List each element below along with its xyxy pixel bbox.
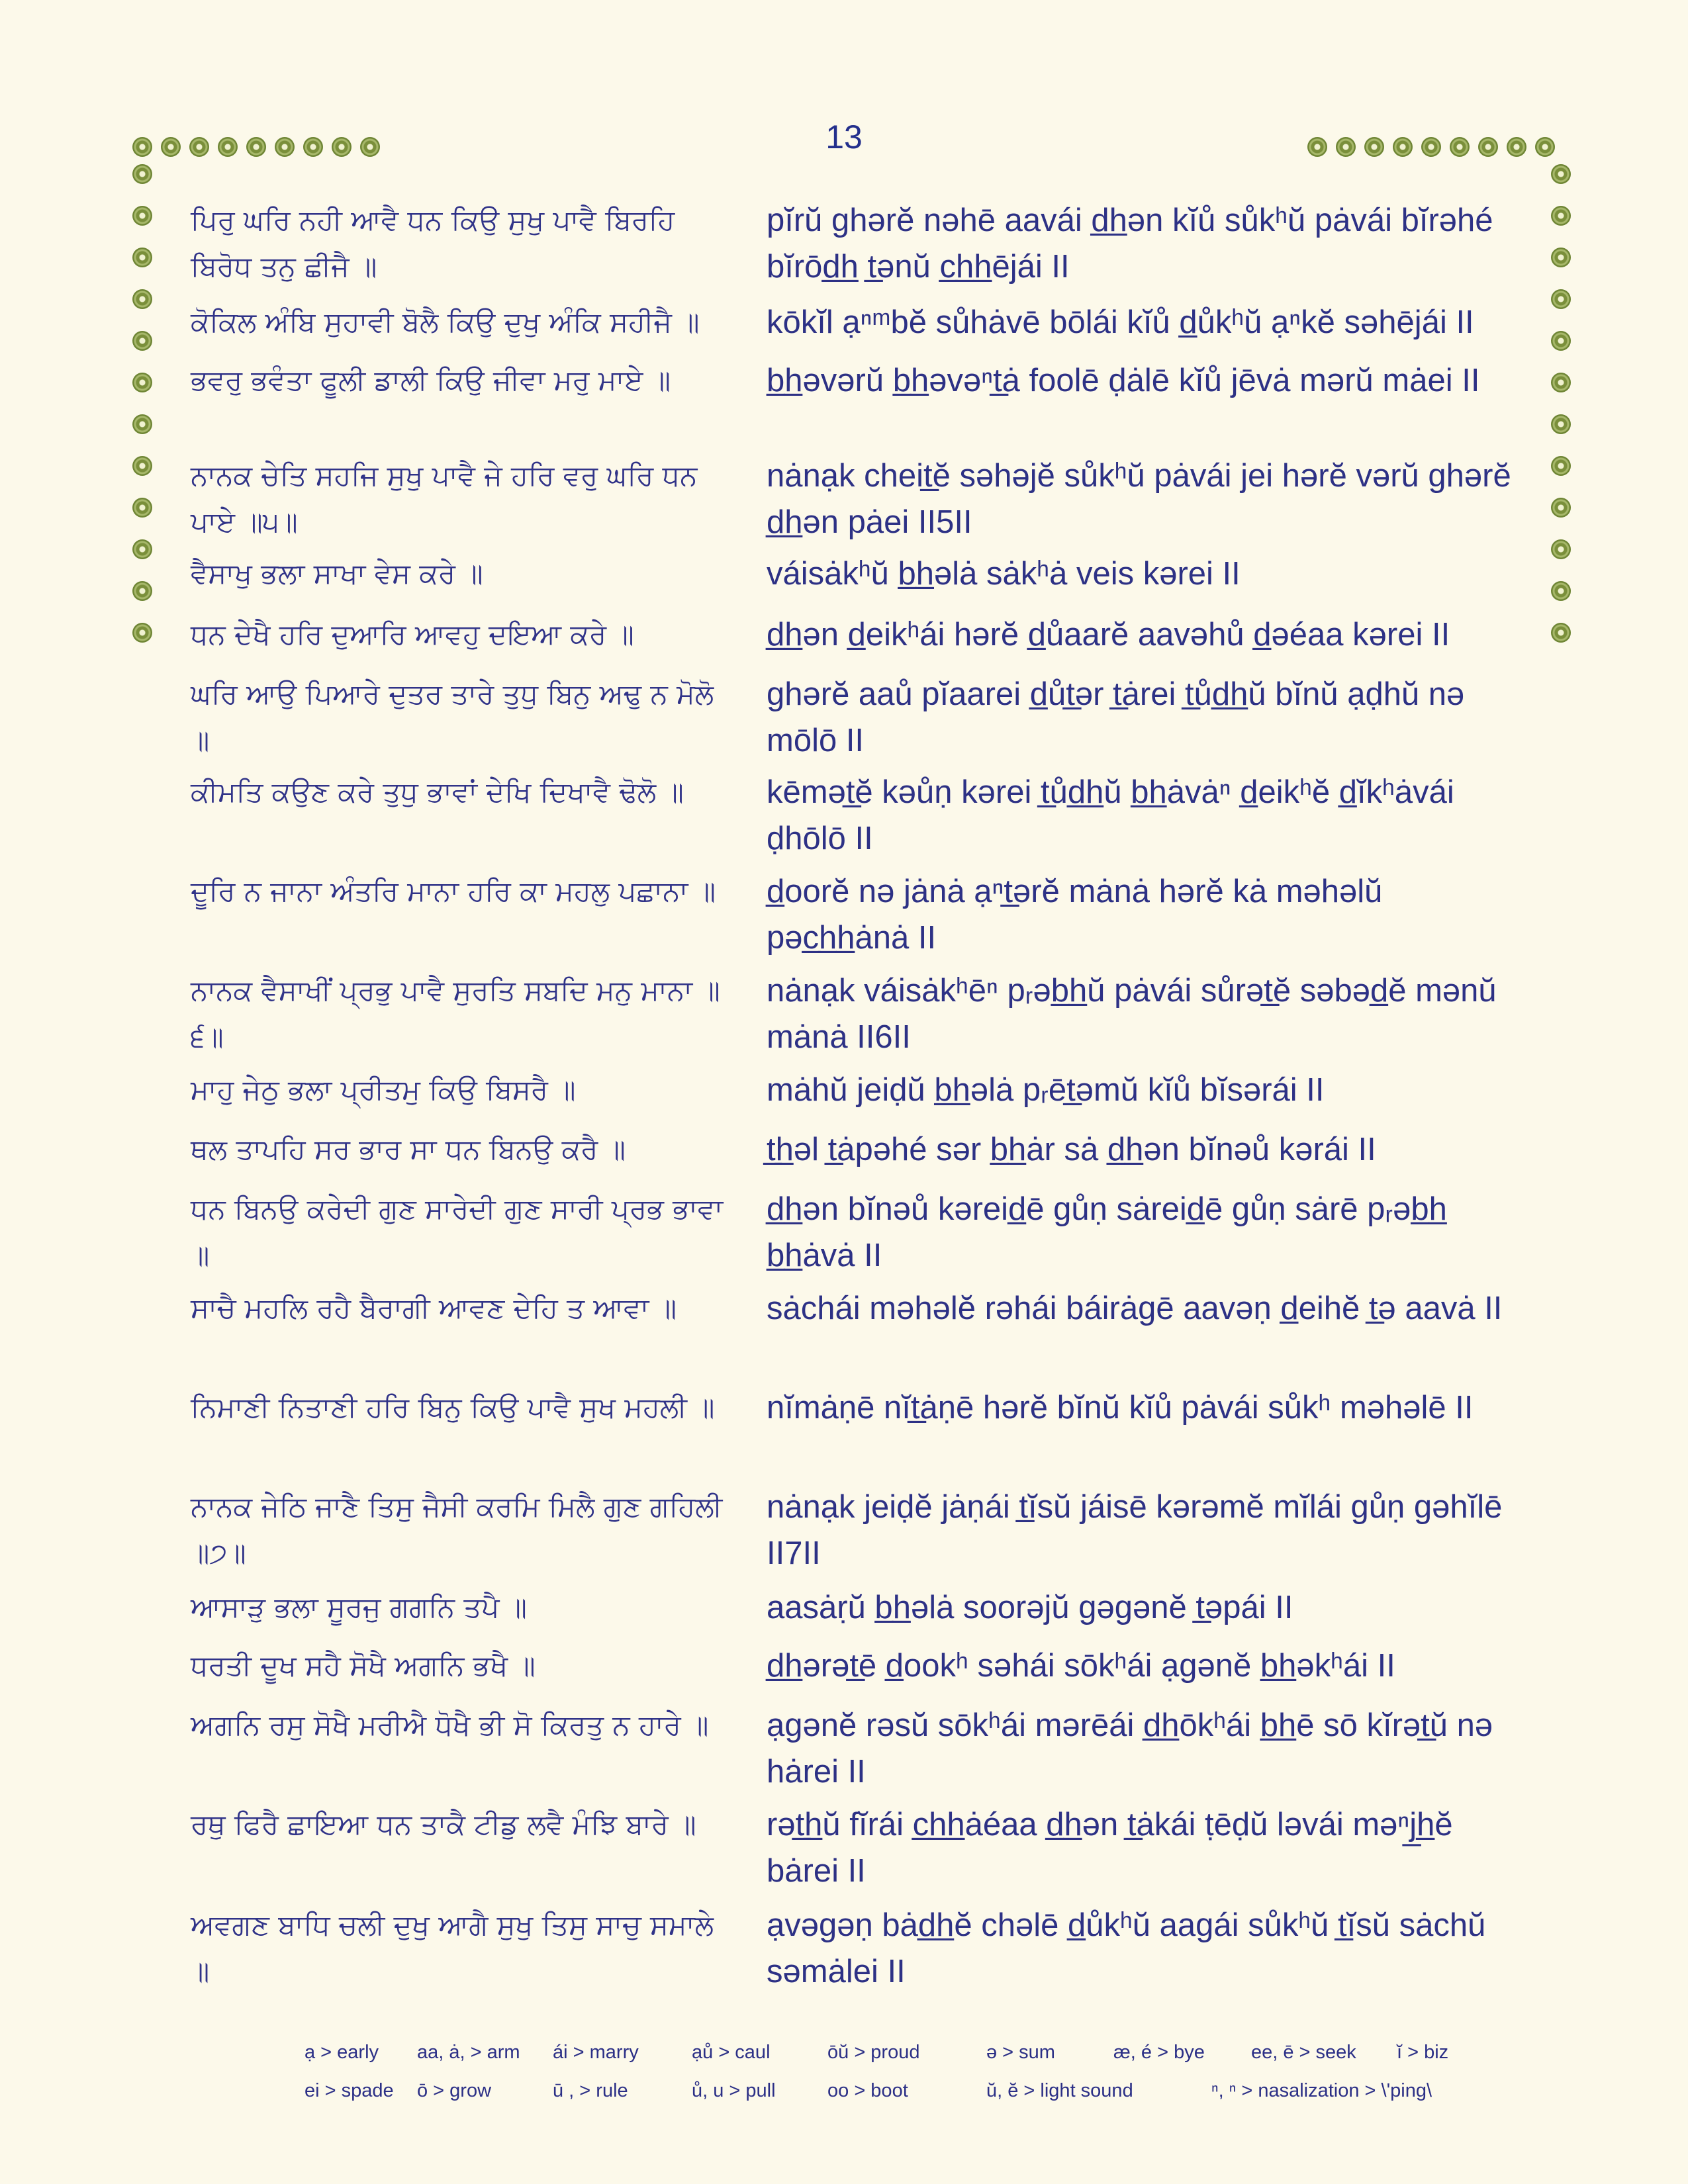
flower-ornament-icon <box>132 456 152 476</box>
flower-ornament-icon <box>1507 137 1526 157</box>
transliteration-line: nȧnạk váisȧkʰēⁿ pᵣəb̲h̲ŭ pȧvái sůrət̲ĕ səbəd̲ĕ mənŭ mȧnȧ II6II <box>767 973 1497 1055</box>
flower-ornament-icon <box>275 137 295 157</box>
transliteration-line: sȧchái məhəlĕ rəhái báirȧgē aavəṇ d̲eihĕ t̲ə aavȧ II <box>767 1291 1503 1326</box>
transliteration-line: váisȧkʰŭ b̲h̲əlȧ sȧkʰȧ veis kərei II <box>767 556 1241 592</box>
transliteration-line: ghərĕ aaů pĭaarei d̲ůt̲ər t̲ȧrei t̲ůd̲h̲ŭ bĭnŭ ạḍhŭ nə mōlō II <box>767 676 1465 758</box>
legend-item: ĭ > biz <box>1397 2042 1449 2063</box>
transliteration-line: mȧhŭ jeiḍŭ b̲h̲əlȧ pᵣēt̲əmŭ kĭů bĭsərái II <box>767 1072 1325 1108</box>
flower-ornament-icon <box>303 137 323 157</box>
flower-ornament-icon <box>218 137 238 157</box>
flower-ornament-icon <box>1551 206 1571 226</box>
ornament-top-right <box>1307 136 1572 162</box>
flower-ornament-icon <box>1307 137 1327 157</box>
transliteration-line: rət̲h̲ŭ fĭrái c̲h̲h̲ȧéaa d̲h̲ən t̲ȧkái ṭēḍŭ ləvái məⁿj̲h̲ĕ bȧrei II <box>767 1807 1453 1889</box>
transliteration-line: aasȧṛŭ b̲h̲əlȧ soorəjŭ gəgənĕ t̲əpái II <box>767 1590 1293 1625</box>
legend-item: æ, é > bye <box>1113 2042 1205 2063</box>
flower-ornament-icon <box>132 248 152 267</box>
gurmukhi-line: ਦੂਰਿ ਨ ਜਾਨਾ ਅੰਤਰਿ ਮਾਨਾ ਹਰਿ ਕਾ ਮਹਲੁ ਪਛਾਨਾ ॥ <box>191 875 716 907</box>
flower-ornament-icon <box>1551 539 1571 559</box>
gurmukhi-line: ਕੋਕਿਲ ਅੰਬਿ ਸੁਹਾਵੀ ਬੋਲੈ ਕਿਉ ਦੁਖੁ ਅੰਕਿ ਸਹੀਜੈ ॥ <box>191 306 700 338</box>
legend-item: oo > boot <box>827 2080 908 2101</box>
flower-ornament-icon <box>132 164 152 184</box>
gurmukhi-line: ਧਨ ਦੇਖੈ ਹਰਿ ਦੁਆਰਿ ਆਵਹੁ ਦਇਆ ਕਰੇ ॥ <box>191 618 634 651</box>
flower-ornament-icon <box>132 373 152 392</box>
flower-ornament-icon <box>360 137 380 157</box>
flower-ornament-icon <box>132 206 152 226</box>
legend-item: ŭ, ĕ > light sound <box>986 2080 1133 2101</box>
flower-ornament-icon <box>1551 248 1571 267</box>
ornament-right-column <box>1551 164 1577 654</box>
flower-ornament-icon <box>132 289 152 309</box>
flower-ornament-icon <box>132 137 152 157</box>
transliteration-line: ạgənĕ rəsŭ sōkʰái mərēái d̲h̲ōkʰái b̲h̲ē sō kĭrət̲ŭ nə hȧrei II <box>767 1707 1493 1790</box>
gurmukhi-line: ਮਾਹੁ ਜੇਠੁ ਭਲਾ ਪ੍ਰੀਤਮੁ ਕਿਉ ਬਿਸਰੈ ॥ <box>191 1073 576 1106</box>
gurmukhi-line: ਘਰਿ ਆਉ ਪਿਆਰੇ ਦੁਤਰ ਤਾਰੇ ਤੁਧੁ ਬਿਨੁ ਅਢੁ ਨ ਮੋਲੋ ॥ <box>191 678 714 756</box>
transliteration-line: t̲h̲əl t̲ȧpəhé sər b̲h̲ȧr sȧ d̲h̲ən bĭnəů kərái II <box>767 1132 1376 1167</box>
gurmukhi-line: ਅਗਨਿ ਰਸੁ ਸੋਖੈ ਮਰੀਐ ਧੋਖੈ ਭੀ ਸੋ ਕਿਰਤੁ ਨ ਹਾਰੇ ॥ <box>191 1709 709 1741</box>
legend-item: ạů > caul <box>692 2042 771 2063</box>
legend-item: ee, ē > seek <box>1251 2042 1356 2063</box>
transliteration-line: d̲h̲ərət̲ē d̲ookʰ səhái sōkʰái ạgənĕ b̲h̲əkʰái II <box>767 1648 1395 1684</box>
transliteration-line: nȧnạk cheit̲ĕ səhəjĕ sůkʰŭ pȧvái jei hərĕ vərŭ ghərĕ d̲h̲ən pȧei II5II <box>767 458 1511 540</box>
legend-item: ō > grow <box>417 2080 492 2101</box>
transliteration-line: d̲h̲ən bĭnəů kəreid̲ē gůṇ sȧreid̲ē gůṇ sȧrē pᵣəb̲h̲ b̲h̲ȧvȧ II <box>767 1191 1447 1273</box>
flower-ornament-icon <box>132 623 152 643</box>
flower-ornament-icon <box>132 331 152 351</box>
transliteration-line: kōkĭl ạⁿᵐbĕ sůhȧvē bōlái kĭů d̲ůkʰŭ ạⁿkĕ səhējái II <box>767 304 1474 340</box>
flower-ornament-icon <box>1450 137 1470 157</box>
flower-ornament-icon <box>1551 414 1571 434</box>
gurmukhi-line: ਨਾਨਕ ਵੈਸਾਖੀਂ ਪ੍ਰਭੁ ਪਾਵੈ ਸੁਰਤਿ ਸਬਦਿ ਮਨੁ ਮਾਨਾ ॥੬॥ <box>191 974 720 1053</box>
gurmukhi-line: ਰਥੁ ਫਿਰੈ ਛਾਇਆ ਧਨ ਤਾਕੈ ਟੀਡੁ ਲਵੈ ਮੰਝਿ ਬਾਰੇ ॥ <box>191 1808 696 1841</box>
gurmukhi-line: ਕੀਮਤਿ ਕਉਣ ਕਰੇ ਤੁਧੁ ਭਾਵਾਂ ਦੇਖਿ ਦਿਖਾਵੈ ਢੋਲੋ ॥ <box>191 776 684 808</box>
legend-item: aa, ȧ, > arm <box>417 2042 520 2063</box>
flower-ornament-icon <box>1393 137 1413 157</box>
flower-ornament-icon <box>1551 289 1571 309</box>
flower-ornament-icon <box>161 137 181 157</box>
flower-ornament-icon <box>1551 373 1571 392</box>
transliteration-line: pĭrŭ ghərĕ nəhē aavái d̲h̲ən kĭů sůkʰŭ pȧvái bĭrəhé bĭrōd̲h̲ t̲ənŭ c̲h̲h̲ējái II <box>767 203 1493 285</box>
flower-ornament-icon <box>1364 137 1384 157</box>
gurmukhi-line: ਪਿਰੁ ਘਰਿ ਨਹੀ ਆਵੈ ਧਨ ਕਿਉ ਸੁਖੁ ਪਾਵੈ ਬਿਰਹਿ ਬਿਰੋਧ ਤਨੁ ਛੀਜੈ ॥ <box>191 204 675 283</box>
transliteration-line: b̲h̲əvərŭ b̲h̲əvəⁿt̲ȧ foolē ḍȧlē kĭů jēvȧ mərŭ mȧei II <box>767 363 1480 398</box>
flower-ornament-icon <box>1551 498 1571 518</box>
legend-item: ái > marry <box>553 2042 639 2063</box>
legend-item: ōŭ > proud <box>827 2042 920 2063</box>
legend-item: ū , > rule <box>553 2080 628 2101</box>
ornament-left-column <box>132 164 159 654</box>
gurmukhi-line: ਧਨ ਬਿਨਉ ਕਰੇਦੀ ਗੁਣ ਸਾਰੇਦੀ ਗੁਣ ਸਾਰੀ ਪ੍ਰਭ ਭਾਵਾ ॥ <box>191 1193 724 1271</box>
flower-ornament-icon <box>189 137 209 157</box>
flower-ornament-icon <box>1551 331 1571 351</box>
flower-ornament-icon <box>1336 137 1356 157</box>
gurmukhi-line: ਭਵਰੁ ਭਵੰਤਾ ਫੂਲੀ ਡਾਲੀ ਕਿਉ ਜੀਵਾ ਮਰੁ ਮਾਏ ॥ <box>191 364 671 396</box>
flower-ornament-icon <box>132 581 152 601</box>
legend-item: ⁿ, ⁿ > nasalization > \'ping\ <box>1211 2080 1432 2101</box>
flower-ornament-icon <box>132 539 152 559</box>
flower-ornament-icon <box>1478 137 1498 157</box>
flower-ornament-icon <box>1421 137 1441 157</box>
flower-ornament-icon <box>1551 581 1571 601</box>
flower-ornament-icon <box>1535 137 1555 157</box>
gurmukhi-line: ਵੈਸਾਖੁ ਭਲਾ ਸਾਖਾ ਵੇਸ ਕਰੇ ॥ <box>191 557 483 590</box>
transliteration-line: d̲oorĕ nə jȧnȧ ạⁿt̲ərĕ mȧnȧ hərĕ kȧ məhəlŭ pəc̲h̲h̲ȧnȧ II <box>767 874 1383 956</box>
flower-ornament-icon <box>332 137 352 157</box>
transliteration-line: kēmət̲ĕ kəůṇ kərei t̲ůd̲h̲ŭ b̲h̲ȧvȧⁿ d̲eikʰĕ d̲ĭkʰȧvái ḍhōlō II <box>767 774 1454 856</box>
flower-ornament-icon <box>1551 456 1571 476</box>
transliteration-line: ạvəgəṇ bȧd̲h̲ĕ chəlē d̲ůkʰŭ aagái sůkʰŭ t̲ĭsŭ sȧchŭ səmȧlei II <box>767 1907 1486 1989</box>
gurmukhi-line: ਆਸਾੜੁ ਭਲਾ ਸੂਰਜੁ ਗਗਨਿ ਤਪੈ ॥ <box>191 1591 527 1623</box>
gurmukhi-line: ਨਾਨਕ ਚੇਤਿ ਸਹਜਿ ਸੁਖੁ ਪਾਵੈ ਜੇ ਹਰਿ ਵਰੁ ਘਰਿ ਧਨ ਪਾਏ ॥੫॥ <box>191 459 698 538</box>
gurmukhi-line: ਸਾਚੈ ਮਹਲਿ ਰਹੈ ਬੈਰਾਗੀ ਆਵਣ ਦੇਹਿ ਤ ਆਵਾ ॥ <box>191 1292 677 1324</box>
legend-item: ə > sum <box>986 2042 1055 2063</box>
gurmukhi-line: ਧਰਤੀ ਦੂਖ ਸਹੈ ਸੋਖੈ ਅਗਨਿ ਭਖੈ ॥ <box>191 1649 536 1682</box>
legend-item: ạ > early <box>305 2042 379 2063</box>
gurmukhi-line: ਅਵਗਣ ਬਾਧਿ ਚਲੀ ਦੁਖੁ ਆਗੈ ਸੁਖੁ ਤਿਸੁ ਸਾਚੁ ਸਮਾਲੇ ॥ <box>191 1909 714 1987</box>
transliteration-line: d̲h̲ən d̲eikʰái hərĕ d̲ůaarĕ aavəhů d̲əéaa kərei II <box>767 617 1450 653</box>
flower-ornament-icon <box>1551 623 1571 643</box>
gurmukhi-line: ਨਿਮਾਣੀ ਨਿਤਾਣੀ ਹਰਿ ਬਿਨੁ ਕਿਉ ਪਾਵੈ ਸੁਖ ਮਹਲੀ ॥ <box>191 1391 715 1424</box>
flower-ornament-icon <box>1551 164 1571 184</box>
legend-item: ů, u > pull <box>692 2080 776 2101</box>
gurmukhi-line: ਨਾਨਕ ਜੇਠਿ ਜਾਣੈ ਤਿਸੁ ਜੈਸੀ ਕਰਮਿ ਮਿਲੈ ਗੁਣ ਗਹਿਲੀ ॥੭॥ <box>191 1490 723 1569</box>
page-number: 13 <box>825 118 863 156</box>
flower-ornament-icon <box>132 498 152 518</box>
transliteration-line: nĭmȧṇē nĭt̲ȧṇē hərĕ bĭnŭ kĭů pȧvái sůkʰ məhəlē II <box>767 1390 1474 1426</box>
ornament-top-left <box>132 136 397 162</box>
gurmukhi-line: ਥਲ ਤਾਪਹਿ ਸਰ ਭਾਰ ਸਾ ਧਨ ਬਿਨਉ ਕਰੈ ॥ <box>191 1133 626 1165</box>
flower-ornament-icon <box>132 414 152 434</box>
transliteration-line: nȧnạk jeiḍĕ jȧṇái t̲ĭsŭ jáisē kərəmĕ mĭlái gůṇ gəhĭlē II7II <box>767 1489 1503 1571</box>
legend-item: ei > spade <box>305 2080 394 2101</box>
flower-ornament-icon <box>246 137 266 157</box>
